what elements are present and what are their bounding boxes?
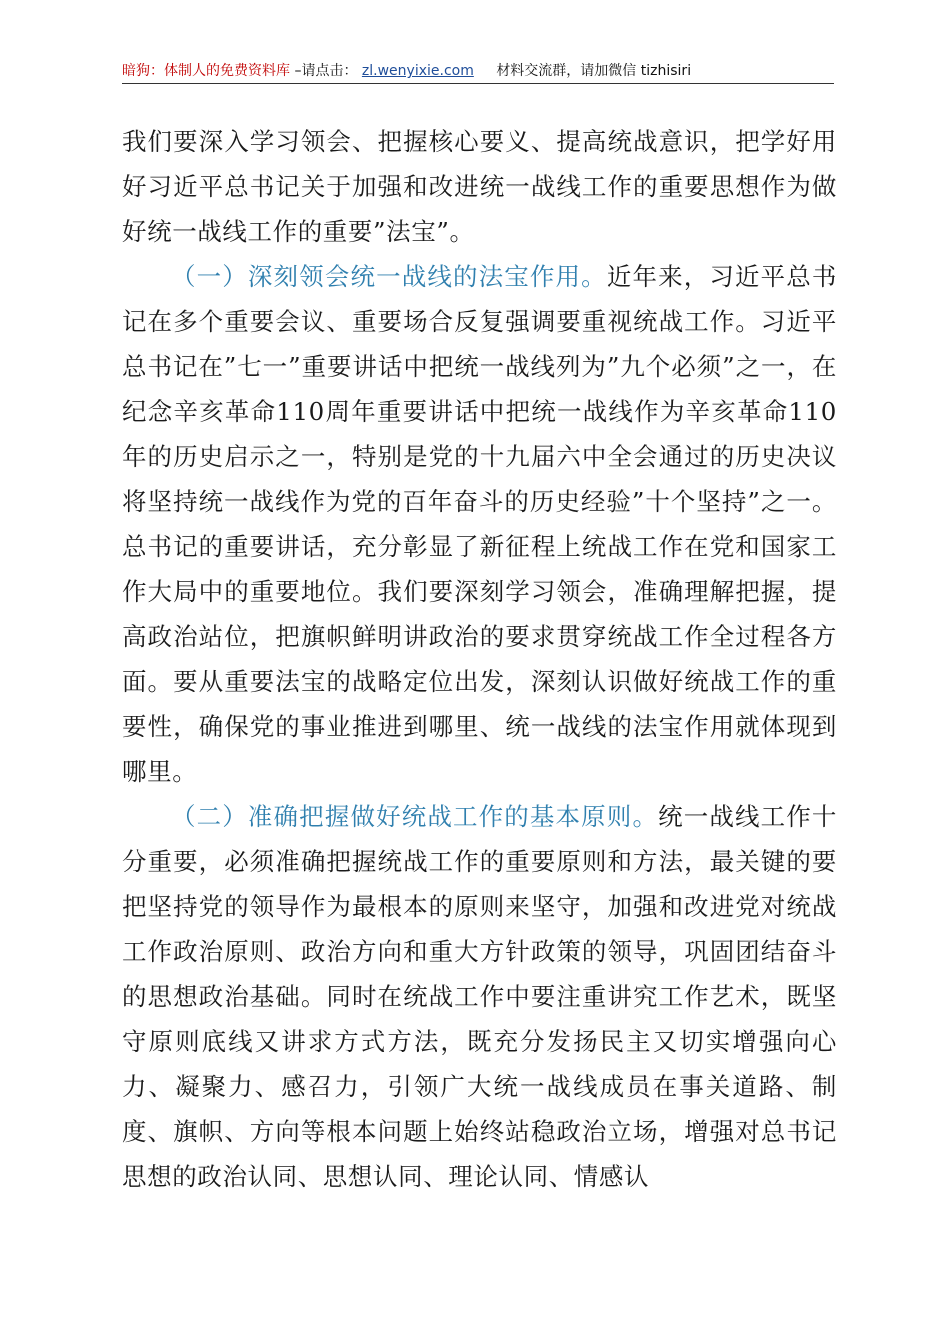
header-brand: 暗狗：体制人的免费资料库 xyxy=(122,63,290,79)
section-1-heading: （一）深刻领会统一战线的法宝作用。 xyxy=(171,262,607,291)
section-1-text: 近年来，习近平总书记在多个重要会议、重要场合反复强调要重视统战工作。习近平总书记在”七一”重要讲话中把统一战线列为”九个必须”之一，在纪念辛亥革命110周年重要讲话中把统一战线作为辛亥革命110年的历史启示之一，特别是党的十九届六中全会通过的历史决议将坚持统一战线作为党的百年奋斗的历史经验”十个坚持”之一。总书记的重要讲话，充分彰显了新征程上统战工作在党和国家工作大局中的重要地位。我们要深刻学习领会，准确理解把握，提高政治站位，把旗帜鲜明讲政治的要求贯穿统战工作全过程各方面。要从重要法宝的战略定位出发，深刻认识做好统战工作的重要性，确保党的事业推进到哪里、统一战线的法宝作用就体现到哪里。 xyxy=(122,262,837,786)
page-header xyxy=(122,58,834,84)
header-divider xyxy=(122,83,834,84)
document-body xyxy=(122,119,837,1199)
intro-paragraph: 我们要深入学习领会、把握核心要义、提高统战意识，把学好用好习近平总书记关于加强和改进统一战线工作的重要思想作为做好统一战线工作的重要”法宝”。 xyxy=(122,127,837,246)
header-wechat: 材料交流群，请加微信 tizhisiri xyxy=(496,63,692,79)
section-2-heading: （二）准确把握做好统战工作的基本原则。 xyxy=(171,802,659,831)
header-link[interactable]: zl.wenyixie.com xyxy=(361,63,474,79)
section-2-paragraph xyxy=(122,794,837,1199)
section-2-text: 统一战线工作十分重要，必须准确把握统战工作的重要原则和方法，最关键的要把坚持党的领导作为最根本的原则来坚守，加强和改进党对统战工作政治原则、政治方向和重大方针政策的领导，巩固团结奋斗的思想政治基础。同时在统战工作中要注重讲究工作艺术，既坚守原则底线又讲求方式方法，既充分发扬民主又切实增强向心力、凝聚力、感召力，引领广大统一战线成员在事关道路、制度、旗帜、方向等根本问题上始终站稳政治立场，增强对总书记思想的政治认同、思想认同、理论认同、情感认 xyxy=(122,802,837,1191)
section-1-paragraph xyxy=(122,254,837,794)
header-prompt: –请点击： xyxy=(294,63,358,79)
